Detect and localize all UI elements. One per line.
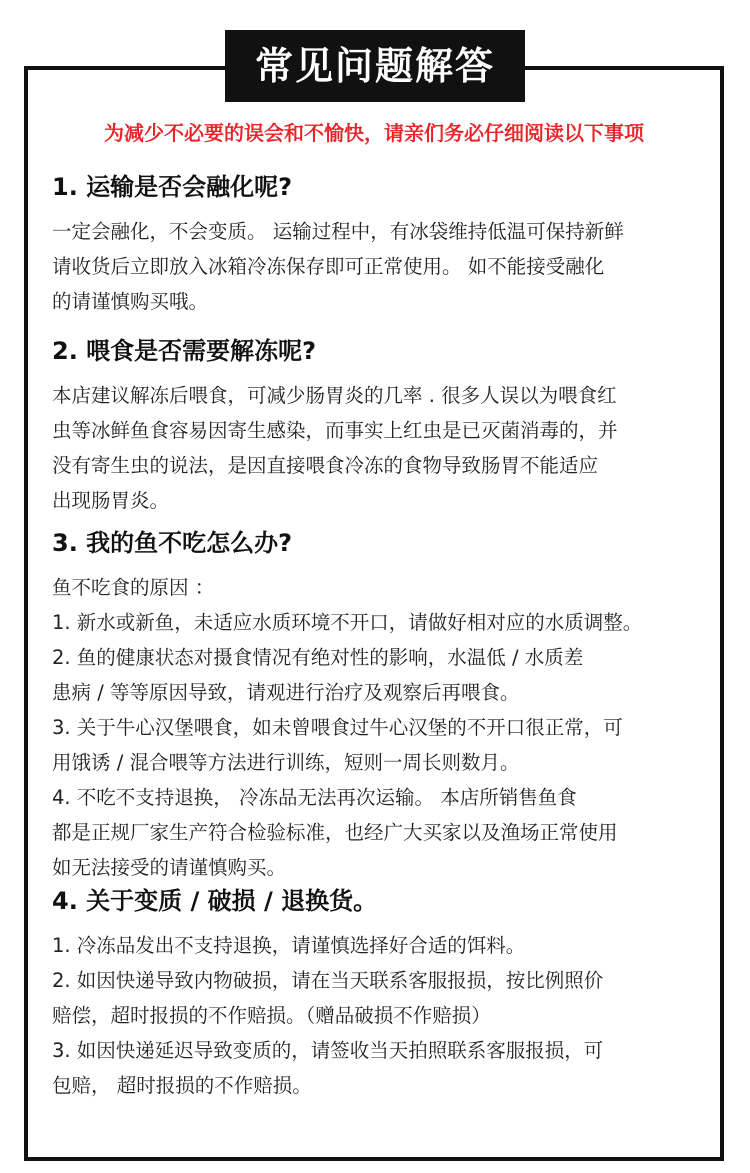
faq-answer-line: 1. 新水或新鱼，未适应水质环境不开口，请做好相对应的水质调整。 (52, 611, 643, 634)
faq-heading: 2. 喂食是否需要解冻呢? (52, 337, 317, 365)
faq-answer-line: 2. 如因快递导致内物破损，请在当天联系客服报损，按比例照价 (52, 969, 604, 992)
faq-answer-line: 虫等冰鲜鱼食容易因寄生感染，而事实上红虫是已灭菌消毒的，并 (52, 419, 618, 442)
faq-answer-line: 4. 不吃不支持退换， 冷冻品无法再次运输。 本店所销售鱼食 (52, 786, 577, 809)
faq-answer-line: 本店建议解冻后喂食，可减少肠胃炎的几率 . 很多人误以为喂食红 (52, 384, 617, 407)
faq-answer (52, 570, 717, 885)
faq-answer-line: 没有寄生虫的说法，是因直接喂食冷冻的食物导致肠胃不能适应 (52, 454, 599, 477)
faq-section-thawing (52, 336, 717, 518)
faq-answer-line: 用饿诱 / 混合喂等方法进行训练，短则一周长则数月。 (52, 751, 520, 774)
faq-answer-line: 都是正规厂家生产符合检验标准，也经广大买家以及渔场正常使用 (52, 821, 618, 844)
faq-answer-line: 请收货后立即放入冰箱冷冻保存即可正常使用。 如不能接受融化 (52, 255, 605, 278)
faq-answer-line: 出现肠胃炎。 (52, 489, 170, 512)
faq-answer-line: 赔偿，超时报损的不作赔损。（赠品破损不作赔损） (52, 1004, 491, 1027)
page-title: 常见问题解答 (225, 30, 525, 102)
faq-answer (52, 214, 717, 319)
faq-answer-line: 3. 关于牛心汉堡喂食，如未曾喂食过牛心汉堡的不开口很正常，可 (52, 716, 623, 739)
faq-section-not-eating (52, 528, 717, 885)
faq-answer-line: 如无法接受的请谨慎购买。 (52, 856, 287, 879)
faq-heading: 1. 运输是否会融化呢? (52, 173, 293, 201)
faq-answer (52, 378, 717, 518)
faq-section-returns (52, 886, 717, 1103)
faq-answer-line: 1. 冷冻品发出不支持退换，请谨慎选择好合适的饵料。 (52, 934, 526, 957)
faq-answer-line: 3. 如因快递延迟导致变质的，请签收当天拍照联系客服报损，可 (52, 1039, 604, 1062)
faq-answer-line: 包赔， 超时报损的不作赔损。 (52, 1074, 312, 1097)
faq-section-shipping (52, 172, 717, 319)
faq-answer-line: 2. 鱼的健康状态对摄食情况有绝对性的影响，水温低 / 水质差 (52, 646, 584, 669)
faq-answer-line: 患病 / 等等原因导致，请观进行治疗及观察后再喂食。 (52, 681, 520, 704)
faq-answer-line: 一定会融化，不会变质。 运输过程中，有冰袋维持低温可保持新鲜 (52, 220, 624, 243)
faq-heading: 4. 关于变质 / 破损 / 退换货。 (52, 887, 378, 915)
faq-answer-line: 的请谨慎购买哦。 (52, 290, 209, 313)
notice-subtitle: 为减少不必要的误会和不愉快，请亲们务必仔细阅读以下事项 (104, 121, 644, 145)
faq-heading: 3. 我的鱼不吃怎么办? (52, 529, 293, 557)
faq-answer-line: 鱼不吃食的原因 ： (52, 576, 215, 599)
faq-answer (52, 928, 717, 1103)
